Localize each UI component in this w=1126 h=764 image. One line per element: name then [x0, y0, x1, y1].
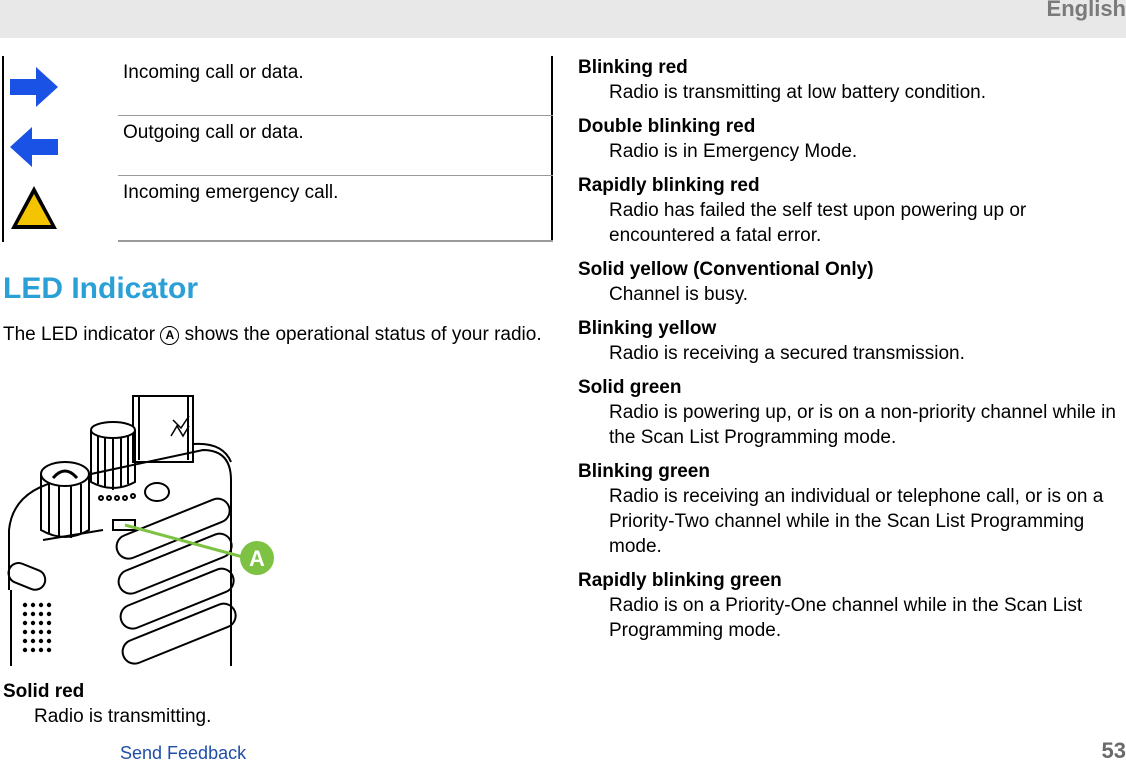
led-state-definition: Radio has failed the self test upon powering up or encountered a fatal error. [609, 200, 1027, 246]
led-state-term: Solid yellow (Conventional Only) [578, 259, 874, 280]
section-title: LED Indicator [3, 272, 199, 305]
send-feedback-link[interactable]: Send Feedback [120, 743, 247, 763]
led-state-term: Solid red [3, 681, 85, 702]
led-state-term: Blinking red [578, 57, 688, 78]
page-header-bar [0, 0, 1126, 38]
warning-triangle-icon [8, 182, 60, 232]
arrow-right-icon [8, 64, 60, 110]
led-state-term: Blinking green [578, 461, 710, 482]
table-row [2, 116, 553, 176]
list-item [578, 376, 1118, 450]
table-cell-description: Incoming emergency call. [123, 182, 339, 203]
table-row [2, 176, 553, 242]
led-state-definition: Radio is on a Priority-One channel while in the Scan List Programming mode. [609, 595, 1083, 641]
led-state-definition: Radio is transmitting at low battery condition. [609, 82, 987, 103]
section-intro: The LED indicator A shows the operational status of your radio. [3, 324, 542, 345]
led-state-list-right [578, 56, 1118, 653]
led-state-term: Solid green [578, 377, 682, 398]
led-state-term: Rapidly blinking red [578, 175, 760, 196]
led-state-definition: Radio is in Emergency Mode. [609, 141, 858, 162]
callout-label: A [249, 546, 265, 571]
list-item [578, 258, 1118, 307]
led-state-definition: Radio is transmitting. [34, 706, 212, 727]
callout-marker: A [160, 326, 179, 345]
radio-illustration [3, 390, 283, 666]
list-item [578, 569, 1118, 643]
table-cell-description: Incoming call or data. [123, 62, 304, 83]
led-state-definition: Radio is powering up, or is on a non-priority channel while in the Scan List Programming mode. [609, 402, 1116, 448]
callout-line [125, 525, 243, 557]
list-item [578, 174, 1118, 248]
led-state-definition: Radio is receiving a secured transmission. [609, 343, 965, 364]
list-item [578, 115, 1118, 164]
table-row [2, 56, 553, 116]
list-item [578, 317, 1118, 366]
led-state-definition: Radio is receiving an individual or telephone call, or is on a Priority-Two channel while in the Scan List Programming mode. [609, 486, 1104, 557]
led-state-term: Rapidly blinking green [578, 570, 782, 591]
list-item [578, 460, 1118, 559]
language-label: English [1046, 0, 1126, 21]
led-state-list-left [3, 680, 211, 729]
led-state-term: Blinking yellow [578, 318, 717, 339]
table-cell-description: Outgoing call or data. [123, 122, 304, 143]
led-state-term: Double blinking red [578, 116, 756, 137]
arrow-left-icon [8, 124, 60, 170]
page-number: 53 [1101, 738, 1126, 763]
call-icon-table [2, 56, 553, 242]
list-item [578, 56, 1118, 105]
led-state-definition: Channel is busy. [609, 284, 749, 305]
